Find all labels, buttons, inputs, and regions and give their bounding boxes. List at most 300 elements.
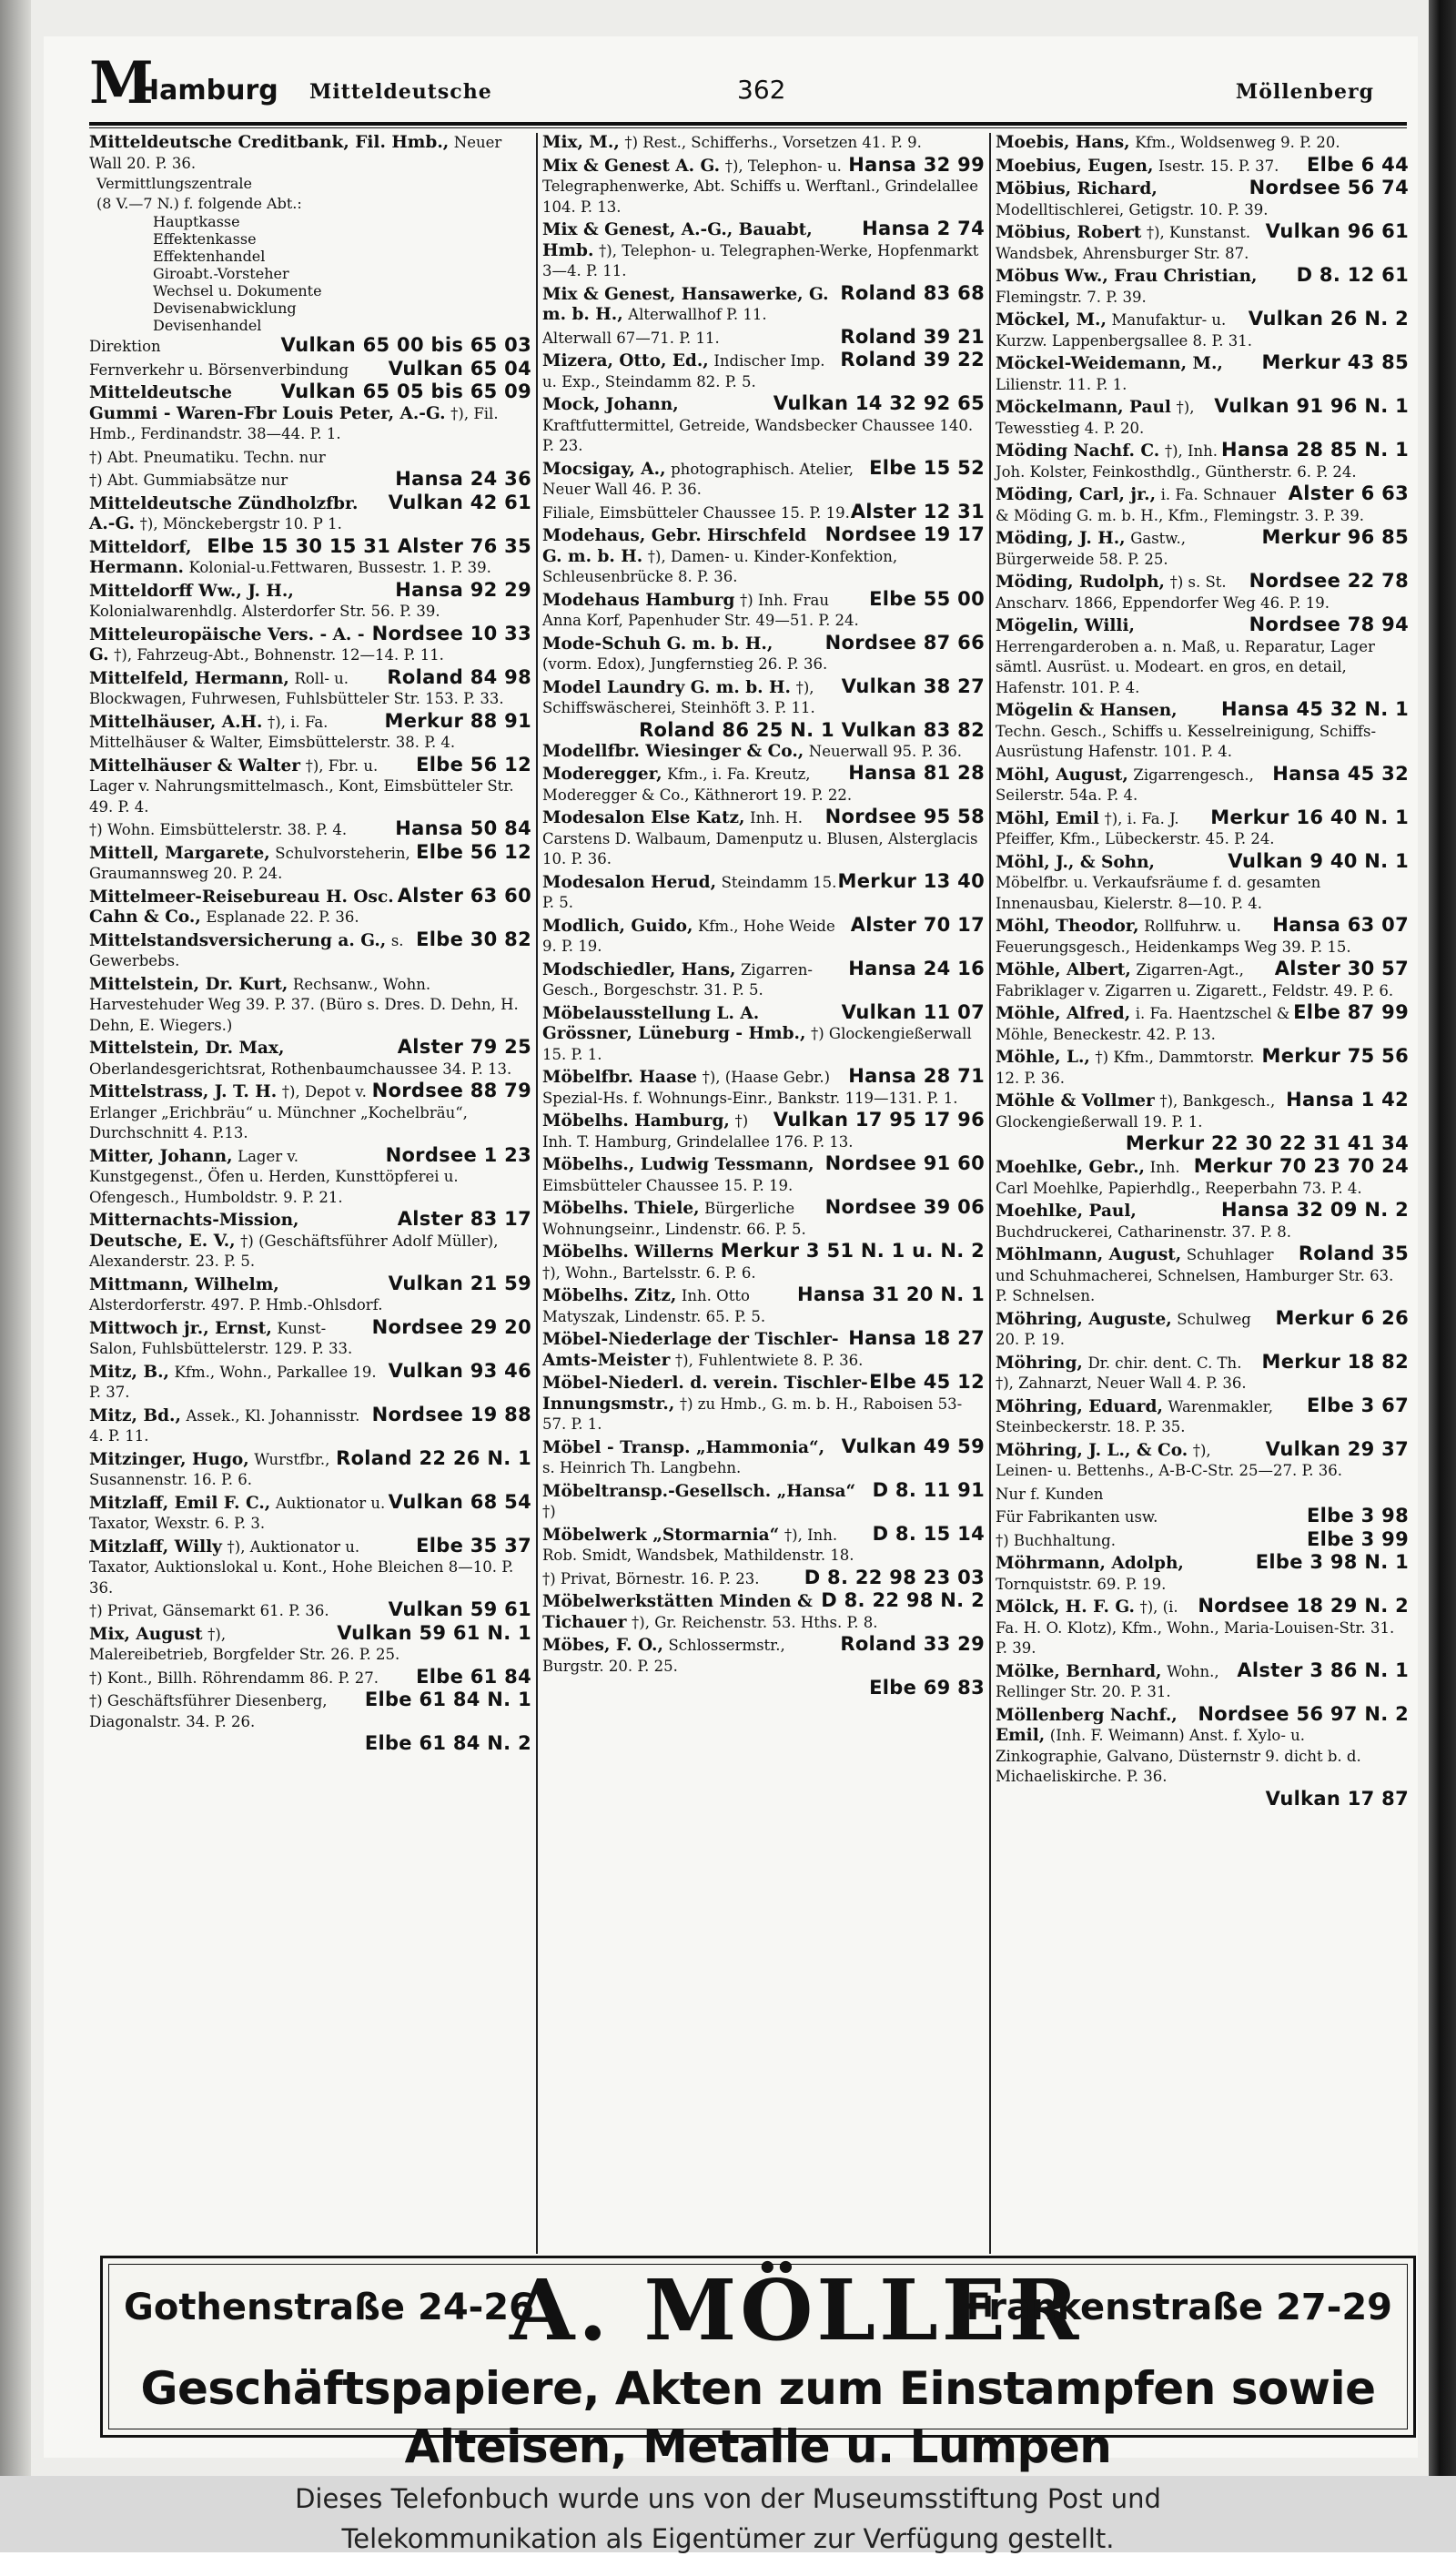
entry-name: Mittelhäuser, A.H. xyxy=(89,712,263,732)
phone-number: D 8. 22 98 23 03 xyxy=(804,1566,985,1588)
entry-detail: Kfm., Wohn., Parkallee 19. P. 37. xyxy=(89,1363,377,1401)
phone-number: Alster 83 17 xyxy=(397,1208,531,1230)
phone-number: Vulkan 11 07 xyxy=(841,1000,985,1023)
entry-detail: †) Wohn. Eimsbüttelerstr. 38. P. 4. xyxy=(89,821,348,838)
entry-detail: †) zu Hmb., G. m. b. H., Raboisen 53-57. P. 1. xyxy=(542,1395,963,1433)
entry-detail: †), (i. Fa. H. O. Klotz), Kfm., Wohn., Maria-Louisen-Str. 31. P. 39. xyxy=(996,1598,1395,1657)
entry-name: Mitteleuropäische Vers. - A. - G. xyxy=(89,624,365,664)
phone-number: Vulkan 93 46 xyxy=(388,1359,531,1382)
entry-name: Mitz, Bd., xyxy=(89,1405,181,1425)
entry-name: Mittwoch jr., Ernst, xyxy=(89,1318,272,1338)
entry-name: Mittelstandsversicherung a. G., xyxy=(89,930,387,950)
entry-detail: Kolonial-u.Fettwaren, Bussestr. 1. P. 39. xyxy=(188,559,491,576)
city-name: Hamburg xyxy=(136,75,278,106)
entry-name: Modehaus, Gebr. Hirschfeld G. m. b. H. xyxy=(542,526,807,566)
entry-name: Mittelstein, Dr. Max, xyxy=(89,1039,285,1058)
advertisement xyxy=(100,2256,1416,2473)
phone-number: Hansa 1 42 xyxy=(1286,1089,1409,1111)
entry-detail: Alterwall 67—71. P. 11. xyxy=(542,329,720,347)
entry-name: Möhring, J. L., & Co. xyxy=(996,1440,1188,1460)
entry-name: Mögelin & Hansen, xyxy=(996,701,1178,720)
phone-number: Elbe 35 37 xyxy=(416,1534,531,1557)
entry-name: Moebius, Eugen, xyxy=(996,156,1154,176)
entry-name: Mittelmeer-Reisebureau H. Osc. Cahn & Co., xyxy=(89,887,394,927)
entry-detail: †), Telephon- u. Telegraphenwerke, Abt. Schiffs u. Werftanl., Grindelallee 104. P. 13. xyxy=(542,157,978,216)
entry-detail: †) Geschäftsführer Diesenberg, Diagonalstr. 34. P. 26. xyxy=(89,1692,328,1730)
phone-number: Elbe 56 12 xyxy=(416,753,531,776)
entry-name: Mitternachts-Mission, Deutsche, E. V., xyxy=(89,1211,299,1251)
page-header xyxy=(46,49,1410,118)
entry-name: Möding, Carl, jr., xyxy=(996,485,1157,504)
entry-detail: †), (Haase Gebr.) Spezial-Hs. f. Wohnungs-Einr., Bankstr. 119—131. P. 1. xyxy=(542,1069,958,1107)
entry-detail: Rechsanw., Wohn. Harvestehuder Weg 39. P. 37. (Büro s. Dres. D. Dehn, H. Dehn, E. Wiegers.) xyxy=(89,975,519,1034)
entry-name: Mitteldeutsche Zündholzfbr. A.-G. xyxy=(89,493,359,533)
phone-number: Elbe 30 82 xyxy=(416,928,531,950)
entry-detail: †) Buchhaltung. xyxy=(996,1531,1116,1549)
column-1 xyxy=(89,133,531,2254)
entry-name: Modschiedler, Hans, xyxy=(542,959,736,979)
first-entry-keyword: Mitteldeutsche xyxy=(309,80,492,104)
phone-number: Nordsee 87 66 xyxy=(824,631,985,654)
entry-detail: Rollfuhrw. u. Feuerungsgesch., Heidenkamps Weg 39. P. 15. xyxy=(996,918,1351,956)
phone-number: Hansa 50 84 xyxy=(395,817,531,839)
phone-number: Vulkan 65 00 bis 65 03 xyxy=(280,334,531,356)
entry-name: Mix, M., xyxy=(542,133,620,152)
phone-number: Elbe 3 99 xyxy=(1307,1527,1409,1550)
phone-number: Nordsee 10 33 xyxy=(371,622,531,644)
entry-text xyxy=(996,1485,1409,1506)
entry-detail: †) s. St. Anscharv. 1866, Eppendorfer Weg 46. P. 19. xyxy=(996,573,1330,612)
entry-name: Mix & Genest A. G. xyxy=(542,156,721,176)
entry-detail: Modelltischlerei, Getigstr. 10. P. 39. xyxy=(996,200,1269,218)
entry-detail: †), Depot v. Erlanger „Erichbräu“ u. Münchner „Kochelbräu“, Durchschnitt 4. P.13. xyxy=(89,1083,468,1141)
entry-detail: Bürgerliche Wohnungseinr., Lindenstr. 66. P. 5. xyxy=(542,1200,806,1238)
department-item: Devisenabwicklung xyxy=(153,299,297,317)
phone-number: Nordsee 78 94 xyxy=(1249,614,1409,635)
entry-detail: Schulweg 20. P. 19. xyxy=(996,1310,1251,1348)
phone-number: Elbe 15 30 15 31 Alster 76 35 xyxy=(207,534,531,557)
entry-detail: i. Fa. Schnauer & Möding G. m. b. H., Kfm., Flemingstr. 3. P. 39. xyxy=(996,486,1364,524)
entry-name: Möhle, L., xyxy=(996,1048,1090,1067)
entry-name: Möbelhs. Thiele, xyxy=(542,1199,700,1218)
directory-columns xyxy=(89,133,1409,2254)
phone-number: Nordsee 56 97 N. 2 xyxy=(1198,1702,1409,1725)
phone-number: Roland 35 xyxy=(1298,1242,1409,1264)
attribution-footer xyxy=(0,2476,1456,2552)
phone-number: Roland 39 21 xyxy=(840,325,985,348)
entry-name: Möckelmann, Paul xyxy=(996,398,1171,417)
phone-number: Vulkan 68 54 xyxy=(388,1490,531,1513)
phone-number: Vulkan 65 04 xyxy=(388,357,531,380)
phone-number: Hansa 63 07 xyxy=(1272,914,1409,936)
entry-detail: †), Fil. Hmb., Ferdinandstr. 38—44. P. 1. xyxy=(89,404,499,442)
entry-detail: Alterwallhof P. 11. xyxy=(628,306,767,323)
entry-detail: Dr. chir. dent. C. Th. †), Zahnarzt, Neuer Wall 4. P. 36. xyxy=(996,1354,1247,1392)
entry-name: Mizera, Otto, Ed., xyxy=(542,351,709,370)
entry-text xyxy=(89,448,531,469)
entry-detail: †) Kont., Billh. Röhrendamm 86. P. 27. xyxy=(89,1668,379,1687)
entry-detail: Schulvorsteherin, Graumannsweg 20. P. 24. xyxy=(89,844,410,882)
entry-name: Möbius, Robert xyxy=(996,223,1142,242)
phone-number: Merkur 75 56 xyxy=(1261,1045,1409,1067)
entry-name: Möbelausstellung L. A. Grössner, Lüneburg - Hmb., xyxy=(542,1003,806,1043)
entry-name: Mitteldeutsche Creditbank, Fil. Hmb., xyxy=(89,133,450,152)
entry-name: Möbelhs., Ludwig Tessmann, xyxy=(542,1155,814,1174)
entry-name: Möding, Rudolph, xyxy=(996,573,1166,592)
phone-number: Alster 6 63 xyxy=(1288,482,1409,504)
entry-detail: †), Inh. Rob. Smidt, Wandsbek, Mathildenstr. 18. xyxy=(542,1526,854,1564)
entry-detail: †), Schiffswäscherei, Steinhöft 3. P. 11. xyxy=(542,678,815,716)
phone-number: Vulkan 42 61 xyxy=(388,491,531,513)
entry-detail: (vorm. Edox), Jungfernstieg 26. P. 36. xyxy=(542,655,828,673)
phone-number: Vulkan 38 27 xyxy=(841,674,985,697)
entry-name: Möbel-Niederlage der Tischler-Amts-Meister xyxy=(542,1330,839,1370)
phone-number: Vulkan 96 61 xyxy=(1265,220,1409,242)
phone-number: Hansa 31 20 N. 1 xyxy=(796,1283,985,1305)
entry-detail: †), Damen- u. Kinder-Konfektion, Schleusenbrücke 8. P. 36. xyxy=(542,547,898,585)
entry-detail: Eimsbütteler Chaussee 15. P. 19. xyxy=(542,1176,794,1194)
phone-number: Nordsee 39 06 xyxy=(824,1196,985,1218)
entry-name: Möhring, xyxy=(996,1353,1083,1373)
entry-detail: Inh. Carl Moehlke, Papierhdlg., Reeperbahn 73. P. 4. xyxy=(996,1159,1362,1197)
phone-number: Elbe 6 44 xyxy=(1307,153,1409,176)
phone-number: Merkur 70 23 70 24 xyxy=(1193,1155,1409,1177)
entry-name: Mitter, Johann, xyxy=(89,1146,233,1166)
entry-name: Möllenberg Nachf., Emil, xyxy=(996,1705,1178,1745)
phone-number: Merkur 18 82 xyxy=(1261,1350,1409,1373)
entry-name: Mitzlaff, Willy xyxy=(89,1537,222,1557)
entry-name: Möbelhs. Willerns xyxy=(542,1242,714,1262)
phone-number: Hansa 24 36 xyxy=(395,468,531,490)
phone-number: Roland 33 29 xyxy=(840,1633,985,1655)
phone-number: Merkur 22 30 22 31 41 34 xyxy=(1125,1132,1409,1154)
entry-name: Möbelhs. Hamburg, xyxy=(542,1111,730,1131)
department-item: Wechsel u. Dokumente xyxy=(153,282,322,299)
entry-detail: †) Inh. T. Hamburg, Grindelallee 176. P. 13. xyxy=(542,1112,854,1151)
entry-name: Möbes, F. O., xyxy=(542,1636,663,1655)
entry-detail: Warenmakler, Steinbeckerstr. 18. P. 35. xyxy=(996,1397,1273,1435)
entry-name: Möhring, Auguste, xyxy=(996,1309,1172,1329)
entry-detail: †) Abt. Pneumatiku. Techn. nur xyxy=(89,448,326,466)
phone-number: Hansa 92 29 xyxy=(395,578,531,601)
phone-number: Vulkan 49 59 xyxy=(841,1435,985,1457)
entry-name: Mix & Genest, Hansawerke, G. m. b. H., xyxy=(542,284,829,324)
ad-right-address: Frankenstraße 27-29 xyxy=(966,2287,1392,2328)
entry-name: Mittelstein, Dr. Kurt, xyxy=(89,974,288,994)
entry-detail: †) Kfm., Dammtorstr. 12. P. 36. xyxy=(996,1049,1255,1087)
entry-detail: Möbelfbr. u. Verkaufsräume f. d. gesamten Innenausbau, Kielerstr. 8—10. P. 4. xyxy=(996,874,1321,912)
entry-detail: †), i. Fa. Mittelhäuser & Walter, Eimsbüttelerstr. 38. P. 4. xyxy=(89,713,456,751)
column-2 xyxy=(542,133,985,2254)
entry-detail: Inh. Otto Matyszak, Lindenstr. 65. P. 5. xyxy=(542,1287,766,1325)
entry-detail: Filiale, Eimsbütteler Chaussee 15. P. 19. xyxy=(542,503,850,522)
phone-number: Nordsee 88 79 xyxy=(371,1080,531,1101)
phone-number: D 8. 12 61 xyxy=(1296,264,1409,286)
entry-name: Möbelwerkstätten Minden & Tichauer xyxy=(542,1592,813,1632)
phone-number: Hansa 45 32 N. 1 xyxy=(1220,698,1409,720)
phone-number: Merkur 96 85 xyxy=(1261,526,1409,548)
phone-number: Elbe 61 84 xyxy=(416,1665,531,1688)
entry-name: Möbelhs. Zitz, xyxy=(542,1286,677,1305)
phone-number: Hansa 28 71 xyxy=(848,1065,985,1087)
phone-number: Hansa 32 09 N. 2 xyxy=(1220,1199,1409,1221)
entry-detail: †), Fahrzeug-Abt., Bohnenstr. 12—14. P. 11. xyxy=(114,646,444,664)
entry-detail: Manufaktur- u. Kurzw. Lappenbergsallee 8. P. 31. xyxy=(996,311,1253,350)
ad-left-address: Gothenstraße 24-26 xyxy=(124,2287,534,2328)
entry-name: Möding Nachf. C. xyxy=(996,441,1160,461)
entry-detail: †), Inh. Joh. Kolster, Feinkosthdlg., Güntherstr. 6. P. 24. xyxy=(996,442,1357,481)
entry-detail: Fernverkehr u. Börsenverbindung xyxy=(89,360,349,379)
entry-name: Mitteldorf, Hermann. xyxy=(89,537,192,577)
phone-number: Vulkan 59 61 N. 1 xyxy=(337,1621,531,1644)
phone-number: Vulkan 26 N. 2 xyxy=(1248,308,1409,330)
entry-detail: Kfm., Hohe Weide 9. P. 19. xyxy=(542,917,835,955)
entry-detail: Kunst-Salon, Fuhlsbüttelerstr. 129. P. 33. xyxy=(89,1319,353,1357)
entry-name: Mix & Genest, A.-G., Bauabt, Hmb. xyxy=(542,220,813,260)
entry-detail: Für Fabrikanten usw. xyxy=(996,1508,1158,1526)
phone-number: Nordsee 18 29 N. 2 xyxy=(1198,1595,1409,1617)
phone-number: Vulkan 21 59 xyxy=(388,1272,531,1294)
entry-detail: Tornquiststr. 69. P. 19. xyxy=(996,1575,1167,1593)
entry-detail: Esplanade 22. P. 36. xyxy=(206,908,359,926)
phone-number: Alster 30 57 xyxy=(1274,958,1409,979)
entry-detail: Wurstfbr., Susannenstr. 16. P. 6. xyxy=(89,1450,330,1488)
phone-number: Elbe 69 83 xyxy=(869,1677,985,1699)
entry-detail: †) Inh. Frau Anna Korf, Papenhuder Str. 49—51. P. 24. xyxy=(542,591,859,629)
phone-number: Nordsee 95 58 xyxy=(824,806,985,827)
phone-number: Merkur 16 40 N. 1 xyxy=(1210,806,1409,828)
header-rule xyxy=(89,122,1407,128)
column-divider xyxy=(989,133,991,2254)
entry-name: Möhle & Vollmer xyxy=(996,1091,1155,1111)
entry-name: Modlich, Guido, xyxy=(542,916,693,936)
entry-detail: Flemingstr. 7. P. 39. xyxy=(996,288,1147,306)
entry-detail: Lilienstr. 11. P. 1. xyxy=(996,375,1127,393)
entry-name: Möhrmann, Adolph, xyxy=(996,1554,1184,1573)
attribution-line-1: Dieses Telefonbuch wurde uns von der Museumsstiftung Post und xyxy=(295,2483,1161,2514)
entry-detail: Assek., Kl. Johannisstr. 4. P. 11. xyxy=(89,1406,360,1445)
entry-name: Möbelfbr. Haase xyxy=(542,1068,698,1087)
phone-number: Elbe 56 12 xyxy=(416,840,531,863)
entry-name: Mittell, Margarete, xyxy=(89,843,270,863)
entry-name: Moehlke, Gebr., xyxy=(996,1158,1145,1177)
entry-name: Möhring, Eduard, xyxy=(996,1396,1163,1416)
entry-detail: †), Telephon- u. Telegraphen-Werke, Hopfenmarkt 3—4. P. 11. xyxy=(542,241,979,279)
department-item: Giroabt.-Vorsteher xyxy=(153,265,289,282)
entry-detail: †), Wohn., Bartelsstr. 6. P. 6. xyxy=(542,1263,756,1282)
entry-text xyxy=(89,133,531,174)
entry-name: Mölke, Bernhard, xyxy=(996,1661,1162,1681)
phone-number: Vulkan 17 87 xyxy=(1265,1787,1409,1810)
entry-name: Mitzlaff, Emil F. C., xyxy=(89,1493,271,1513)
attribution-line-2: Telekommunikation als Eigentümer zur Verfügung gestellt. xyxy=(341,2523,1115,2554)
entry-name: Moderegger, xyxy=(542,765,662,784)
phone-number: Roland 39 22 xyxy=(840,349,985,370)
entry-subline: (8 V.—7 N.) f. folgende Abt.: xyxy=(96,194,302,212)
entry-detail: Zigarren-Agt., Fabriklager v. Zigarren u. Zigarett., Feldstr. 49. P. 6. xyxy=(996,961,1394,999)
entry-name: Mögelin, Willi, xyxy=(996,616,1135,635)
phone-number: Elbe 87 99 xyxy=(1293,1001,1409,1023)
entry-detail: Kolonialwarenhdlg. Alsterdorfer Str. 56. P. 39. xyxy=(89,603,440,620)
phone-number: Elbe 61 84 N. 1 xyxy=(364,1689,531,1710)
entry-name: Mittmann, Wilhelm, xyxy=(89,1274,279,1294)
entry-name: Möhle, Albert, xyxy=(996,960,1131,979)
entry-name: Möbel - Transp. „Hammonia“, xyxy=(542,1437,825,1457)
entry-detail: †), Gr. Reichenstr. 53. Hths. P. 8. xyxy=(632,1613,878,1631)
entry-detail: †), Bankgesch., Glockengießerwall 19. P. 1. xyxy=(996,1092,1276,1131)
entry-detail: †), Malereibetrieb, Borgfelder Str. 26. P. 25. xyxy=(89,1625,400,1663)
entry-detail: Oberlandesgerichtsrat, Rothenbaumchaussee 34. P. 13. xyxy=(89,1060,512,1078)
phone-number: Alster 12 31 xyxy=(850,500,985,522)
phone-number: Nordsee 22 78 xyxy=(1249,570,1409,592)
phone-number: Hansa 81 28 xyxy=(848,762,985,784)
entry-detail: †) Privat, Gänsemarkt 61. P. 36. xyxy=(89,1602,329,1619)
scan-left-edge xyxy=(0,0,31,2476)
entry-detail: †), Fuhlentwiete 8. P. 36. xyxy=(674,1351,864,1369)
entry-name: Möhl, August, xyxy=(996,765,1128,785)
entry-detail: i. Fa. Haentzschel & Möhle, Beneckestr. 42. P. 13. xyxy=(996,1005,1290,1043)
entry-detail: Schlossermstr., Burgstr. 20. P. 25. xyxy=(542,1637,785,1675)
phone-number: Alster 3 86 N. 1 xyxy=(1237,1658,1409,1681)
entry-detail: Schuhlager und Schuhmacherei, Schnelsen, Hamburger Str. 63. P. Schnelsen. xyxy=(996,1246,1394,1304)
entry-detail: Zigarren-Gesch., Borgeschstr. 31. P. 5. xyxy=(542,960,813,999)
entry-text xyxy=(89,975,531,1037)
entry-detail: †) Glockengießerwall 15. P. 1. xyxy=(542,1025,972,1063)
phone-number: Nordsee 29 20 xyxy=(371,1315,531,1338)
entry-name: Möhlmann, August, xyxy=(996,1245,1182,1264)
phone-number: Vulkan 91 96 N. 1 xyxy=(1214,395,1409,417)
entry-name: Möckel-Weidemann, M., xyxy=(996,354,1223,373)
phone-number: D 8. 22 98 N. 2 xyxy=(821,1589,985,1611)
entry-detail: †), Kunstanst. Wandsbek, Ahrensburger Str. 87. xyxy=(996,224,1251,262)
entry-detail: †), Mönckebergstr 10. P 1. xyxy=(139,515,342,532)
entry-detail: Auktionator u. Taxator, Wexstr. 6. P. 3. xyxy=(89,1494,386,1532)
entry-name: Model Laundry G. m. b. H. xyxy=(542,677,791,697)
entry-name: Mitz, B., xyxy=(89,1362,169,1382)
entry-name: Mittelstrass, J. T. H. xyxy=(89,1082,278,1101)
column-divider xyxy=(536,133,538,2254)
entry-detail: †), i. Fa. J. Pfeiffer, Kfm., Lübeckerstr. 45. P. 24. xyxy=(996,809,1275,847)
entry-name: Mix, August xyxy=(89,1624,203,1644)
scan-right-edge xyxy=(1429,0,1456,2476)
entry-name: Mitteldeutsche Gummi - Waren-Fbr Louis Peter, A.-G. xyxy=(89,383,446,423)
entry-detail: Isestr. 15. P. 37. xyxy=(1158,157,1279,175)
phone-number: Hansa 18 27 xyxy=(848,1327,985,1349)
phone-number: Roland 86 25 N. 1 Vulkan 83 82 xyxy=(639,718,985,741)
department-item: Effektenhandel xyxy=(153,248,266,265)
entry-detail: Lager v. Kunstgegenst., Öfen u. Herden, Kunsttöpferei u. Ofengesch., Humboldstr. 9. P. 21. xyxy=(89,1147,459,1206)
page-number: 362 xyxy=(737,75,786,105)
entry-name: Möhl, Emil xyxy=(996,808,1099,828)
phone-number: D 8. 15 14 xyxy=(872,1522,985,1545)
phone-number: Vulkan 65 05 bis 65 09 xyxy=(280,380,531,402)
phone-number: Alster 63 60 xyxy=(397,884,531,907)
entry-name: Möbel-Niederl. d. verein. Tischler-Innungsmstr., xyxy=(542,1374,868,1414)
entry-name: Mittelhäuser & Walter xyxy=(89,756,301,776)
entry-detail: photographisch. Atelier, Neuer Wall 46. P. 36. xyxy=(542,460,854,498)
entry-text xyxy=(542,133,985,154)
entry-detail: Wohn., Rellinger Str. 20. P. 31. xyxy=(996,1662,1219,1700)
column-3 xyxy=(996,133,1409,2254)
phone-number: Hansa 24 16 xyxy=(848,957,985,979)
entry-detail: Techn. Gesch., Schiffs u. Kesselreinigung, Schiffs-Ausrüstung Hafenstr. 101. P. 4. xyxy=(996,722,1377,760)
phone-number: Elbe 61 84 N. 2 xyxy=(364,1732,531,1754)
entry-name: Moehlke, Paul, xyxy=(996,1202,1137,1221)
department-item: Effektenkasse xyxy=(153,230,257,248)
entry-detail: Herrengarderoben a. n. Maß, u. Reparatur, Lager sämtl. Ausrüst. u. Modeart. en gros, en detail, Hafenstr. 101. P. 4. xyxy=(996,637,1375,696)
entry-name: Mocsigay, A., xyxy=(542,459,666,479)
entry-detail: Steindamm 15. P. 5. xyxy=(542,873,837,911)
entry-name: Möhl, Theodor, xyxy=(996,917,1139,936)
entry-detail: †) xyxy=(542,1503,556,1520)
advertisement-frame xyxy=(108,2261,1408,2473)
phone-number: Merkur 13 40 xyxy=(837,869,985,892)
entry-detail: Zigarrengesch., Seilerstr. 54a. P. 4. xyxy=(996,766,1254,804)
phone-number: Elbe 45 12 xyxy=(869,1371,985,1393)
entry-detail: Gastw., Bürgerweide 58. P. 25. xyxy=(996,530,1186,568)
phone-number: Merkur 6 26 xyxy=(1275,1306,1409,1329)
phone-number: Hansa 32 99 xyxy=(848,153,985,176)
entry-name: Möbius, Richard, xyxy=(996,179,1158,198)
phone-number: Vulkan 29 37 xyxy=(1265,1437,1409,1460)
entry-detail: Kraftfuttermittel, Getreide, Wandsbecker Chaussee 140. P. 23. xyxy=(542,416,974,454)
entry-name: Möhl, J., & Sohn, xyxy=(996,852,1156,872)
entry-name: Mölck, H. F. G. xyxy=(996,1598,1135,1617)
phone-number: Roland 22 26 N. 1 xyxy=(336,1446,531,1469)
phone-number: Elbe 55 00 xyxy=(869,587,985,610)
ad-tagline: Geschäftspapiere, Akten zum Einstampfen sowie Alteisen, Metalle u. Lumpen xyxy=(140,2362,1376,2473)
entry-name: Mock, Johann, xyxy=(542,395,679,414)
ad-brand-name: A. MÖLLER xyxy=(510,2261,1083,2359)
entry-detail: s. Heinrich Th. Langbehn. xyxy=(542,1459,742,1476)
phone-number: Elbe 3 67 xyxy=(1307,1394,1409,1416)
entry-name: Mitteldorff Ww., J. H., xyxy=(89,581,294,601)
entry-detail: †) Rest., Schifferhs., Vorsetzen 41. P. 9. xyxy=(624,134,922,151)
phone-number: Nordsee 56 74 xyxy=(1249,177,1409,198)
entry-detail: †), Leinen- u. Bettenhs., A-B-C-Str. 25—27. P. 36. xyxy=(996,1441,1342,1479)
phone-number: Alster 70 17 xyxy=(850,913,985,936)
entry-name: Modellfbr. Wiesinger & Co., xyxy=(542,741,804,761)
entry-detail: †), Tewesstieg 4. P. 20. xyxy=(996,399,1195,437)
phone-number: Merkur 43 85 xyxy=(1261,351,1409,373)
phone-number: Hansa 2 74 xyxy=(862,218,985,239)
phone-number: Nordsee 19 17 xyxy=(824,523,985,545)
phone-number: D 8. 11 91 xyxy=(872,1478,985,1501)
last-entry-keyword: Möllenberg xyxy=(1235,80,1374,104)
phone-number: Nordsee 91 60 xyxy=(824,1152,985,1174)
entry-detail: Kfm., i. Fa. Kreutz, Moderegger & Co., Käthnerort 19. P. 22. xyxy=(542,766,853,804)
entry-detail: Alsterdorferstr. 497. P. Hmb.-Ohlsdorf. xyxy=(89,1296,383,1314)
phone-number: Hansa 28 85 N. 1 xyxy=(1220,439,1409,461)
entry-subline: Vermittlungszentrale xyxy=(96,175,252,192)
phone-number: Vulkan 9 40 N. 1 xyxy=(1228,849,1409,872)
entry-detail: s. Gewerbebs. xyxy=(89,931,404,969)
entry-name: Mittelfeld, Hermann, xyxy=(89,668,289,688)
entry-name: Möbelwerk „Stormarnia“ xyxy=(542,1525,780,1545)
phone-number: Nordsee 19 88 xyxy=(371,1403,531,1425)
section-letter: M xyxy=(89,49,154,117)
entry-detail: †), Fbr. u. Lager v. Nahrungsmittelmasch., Kont, Eimsbütteler Str. 49. P. 4. xyxy=(89,756,514,816)
entry-detail: Roll- u. Blockwagen, Fuhrwesen, Fuhlsbütteler Str. 153. P. 33. xyxy=(89,669,504,707)
phone-number: Merkur 3 51 N. 1 u. N. 2 xyxy=(720,1240,985,1262)
entry-name: Mitzinger, Hugo, xyxy=(89,1449,249,1469)
entry-detail: Kfm., Woldsenweg 9. P. 20. xyxy=(1135,134,1340,151)
entry-detail: †) Abt. Gummiabsätze nur xyxy=(89,472,288,489)
phone-number: Vulkan 59 61 xyxy=(388,1598,531,1620)
entry-name: Modesalon Herud, xyxy=(542,872,717,892)
entry-name: Möckel, M., xyxy=(996,310,1107,330)
phone-number: Elbe 3 98 N. 1 xyxy=(1255,1551,1409,1573)
